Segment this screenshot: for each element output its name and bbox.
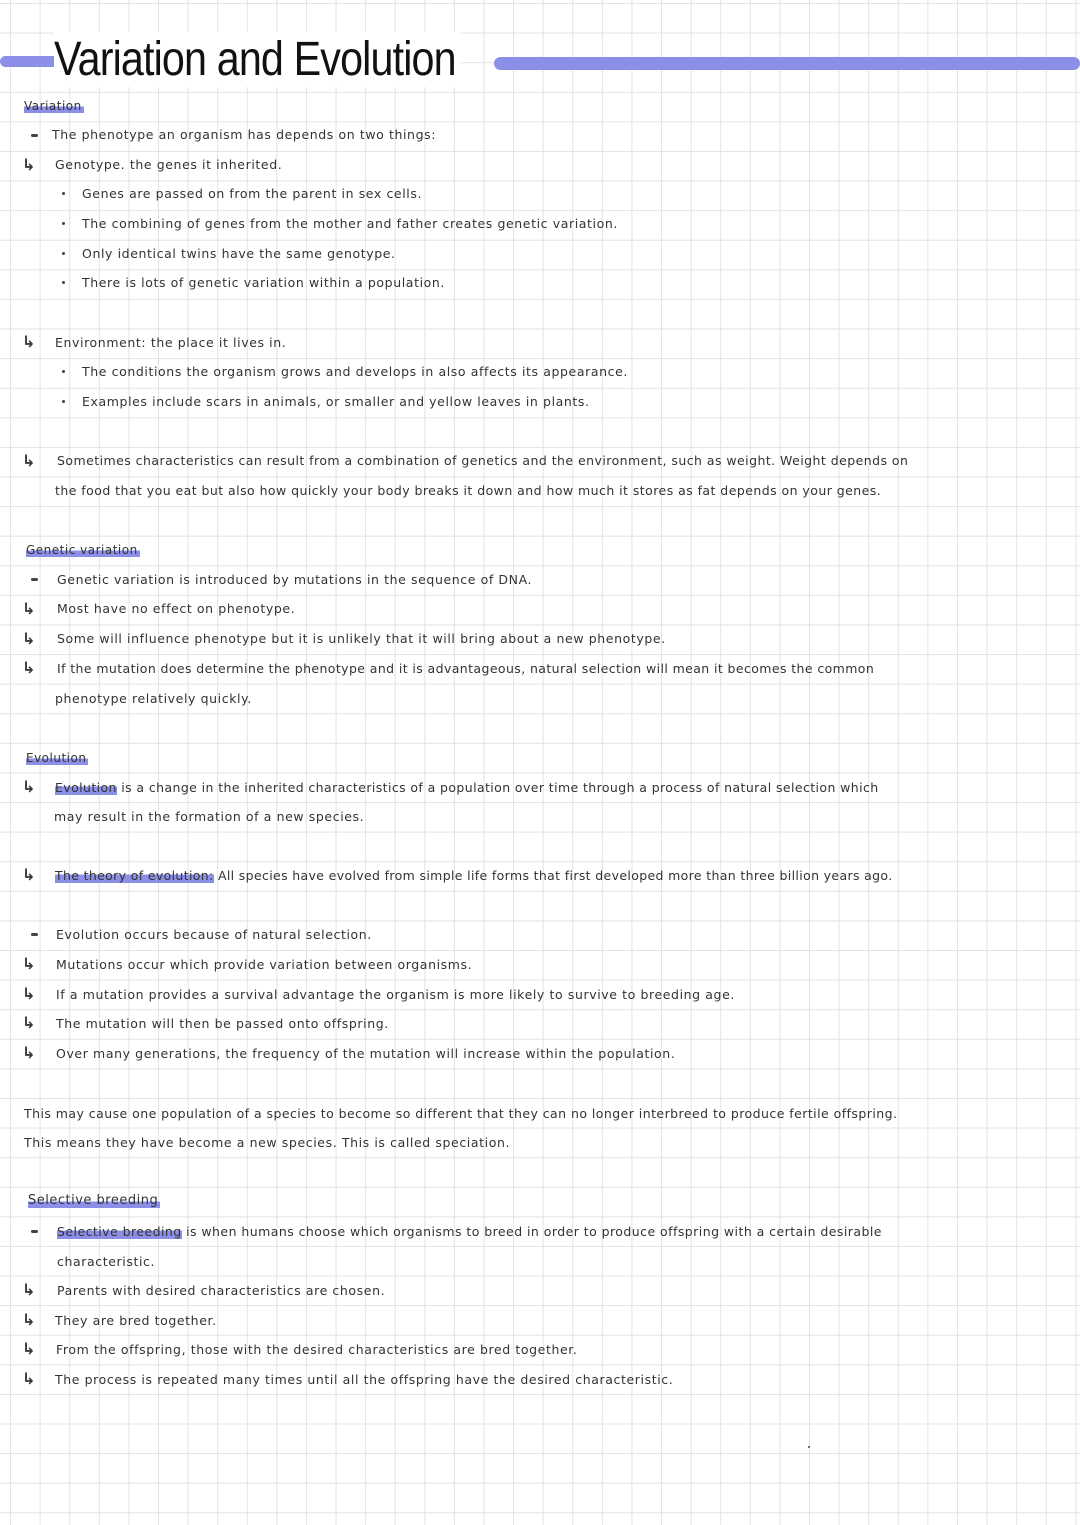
selective-breeding-step: They are bred together. [55,1313,217,1328]
genetic-variation-point: Most have no effect on phenotype. [57,601,296,616]
selective-breeding-definition [57,1224,882,1240]
arrow-right-icon: ↳ [22,451,36,470]
section-heading-evolution: Evolution [26,751,87,765]
bullet-dot-icon [62,400,65,403]
environment-bullet: The conditions the organism grows and develops in also affects its appearance. [82,364,628,379]
theory-of-evolution [55,868,893,884]
stray-dot [808,1446,810,1448]
genetic-variation-point: If the mutation does determine the phenotype and it is advantageous, natural selection will mean it becomes the common [57,661,875,676]
dash-icon [31,933,38,936]
dash-icon [31,578,38,581]
page-title: Variation and Evolution [54,32,461,87]
speciation-text: This may cause one population of a species to become so different that they can no longer interbreed to produce fertile offspring. [24,1106,898,1121]
genotype-label: Genotype. [55,157,126,172]
evolution-step: Over many generations, the frequency of the mutation will increase within the population. [56,1046,676,1061]
selective-breeding-step: Parents with desired characteristics are chosen. [57,1283,386,1298]
speciation-text: This means they have become a new species. This is called speciation. [24,1135,511,1150]
genetic-variation-point: Some will influence phenotype but it is unlikely that it will bring about a new phenotype. [57,631,666,646]
genetic-variation-intro: Genetic variation is introduced by mutations in the sequence of DNA. [57,572,533,587]
bullet-dot-icon [62,252,65,255]
arrow-right-icon: ↳ [22,155,36,174]
section-heading-selective-breeding: Selective breeding [28,1193,159,1208]
selective-breeding-step: From the offspring, those with the desired characteristics are bred together. [56,1342,578,1357]
arrow-right-icon: ↳ [22,1369,36,1388]
dash-icon [31,134,38,137]
section-heading-genetic-variation: Genetic variation [26,543,138,557]
title-underline-left [0,56,58,67]
genotype-bullet: Only identical twins have the same genotype. [82,246,396,261]
evolution-step: Mutations occur which provide variation between organisms. [56,957,473,972]
environment-text: the place it lives in. [150,335,287,350]
combination-text: the food that you eat but also how quickly your body breaks it down and how much it stores as fat depends on your genes. [55,483,882,498]
genotype-bullet: Genes are passed on from the parent in sex cells. [82,186,423,201]
arrow-right-icon: ↳ [22,984,36,1003]
bullet-dot-icon [62,192,65,195]
arrow-right-icon: ↳ [22,1013,36,1032]
selective-breeding-term: Selective breeding [57,1224,182,1239]
genotype-line [55,157,282,173]
evolution-term: Evolution [55,780,117,795]
arrow-right-icon: ↳ [22,954,36,973]
arrow-right-icon: ↳ [22,1280,36,1299]
arrow-right-icon: ↳ [22,777,36,796]
environment-label: Environment: [55,335,147,350]
title-underline-right [494,57,1080,70]
arrow-right-icon: ↳ [22,1043,36,1062]
evolution-step: If a mutation provides a survival advantage the organism is more likely to survive to breeding age. [56,987,735,1002]
environment-line [55,335,286,351]
theory-term: The theory of evolution: [55,868,214,883]
evolution-definition [55,780,879,796]
environment-bullet: Examples include scars in animals, or smaller and yellow leaves in plants. [82,394,590,409]
evolution-cause: Evolution occurs because of natural selection. [56,927,372,942]
section-heading-variation: Variation [24,99,82,113]
arrow-right-icon: ↳ [22,629,36,648]
arrow-right-icon: ↳ [22,599,36,618]
bullet-dot-icon [62,222,65,225]
dash-icon [31,1230,38,1233]
genotype-text: the genes it inherited. [129,157,283,172]
arrow-right-icon: ↳ [22,1310,36,1329]
theory-text: All species have evolved from simple life forms that first developed more than three billion years ago. [217,868,893,883]
genetic-variation-continuation: phenotype relatively quickly. [55,691,252,706]
genotype-bullet: There is lots of genetic variation within a population. [82,275,445,290]
selective-breeding-step: The process is repeated many times until all the offspring have the desired characteristic. [55,1372,674,1387]
evolution-definition-text: is a change in the inherited characteristics of a population over time through a process of natural selection which [121,780,879,795]
arrow-right-icon: ↳ [22,865,36,884]
bullet-dot-icon [62,370,65,373]
selective-breeding-definition-text: is when humans choose which organisms to breed in order to produce offspring with a certain desirable [186,1224,882,1239]
arrow-right-icon: ↳ [22,332,36,351]
variation-intro: The phenotype an organism has depends on two things: [52,127,437,142]
genotype-bullet: The combining of genes from the mother and father creates genetic variation. [82,216,618,231]
evolution-step: The mutation will then be passed onto offspring. [56,1016,389,1031]
combination-text: Sometimes characteristics can result from a combination of genetics and the environment, such as weight. Weight depends on [57,453,909,468]
selective-breeding-definition-continuation: characteristic. [57,1254,156,1269]
arrow-right-icon: ↳ [22,1339,36,1358]
bullet-dot-icon [62,281,65,284]
evolution-definition-continuation: may result in the formation of a new species. [54,809,365,824]
arrow-right-icon: ↳ [22,658,36,677]
